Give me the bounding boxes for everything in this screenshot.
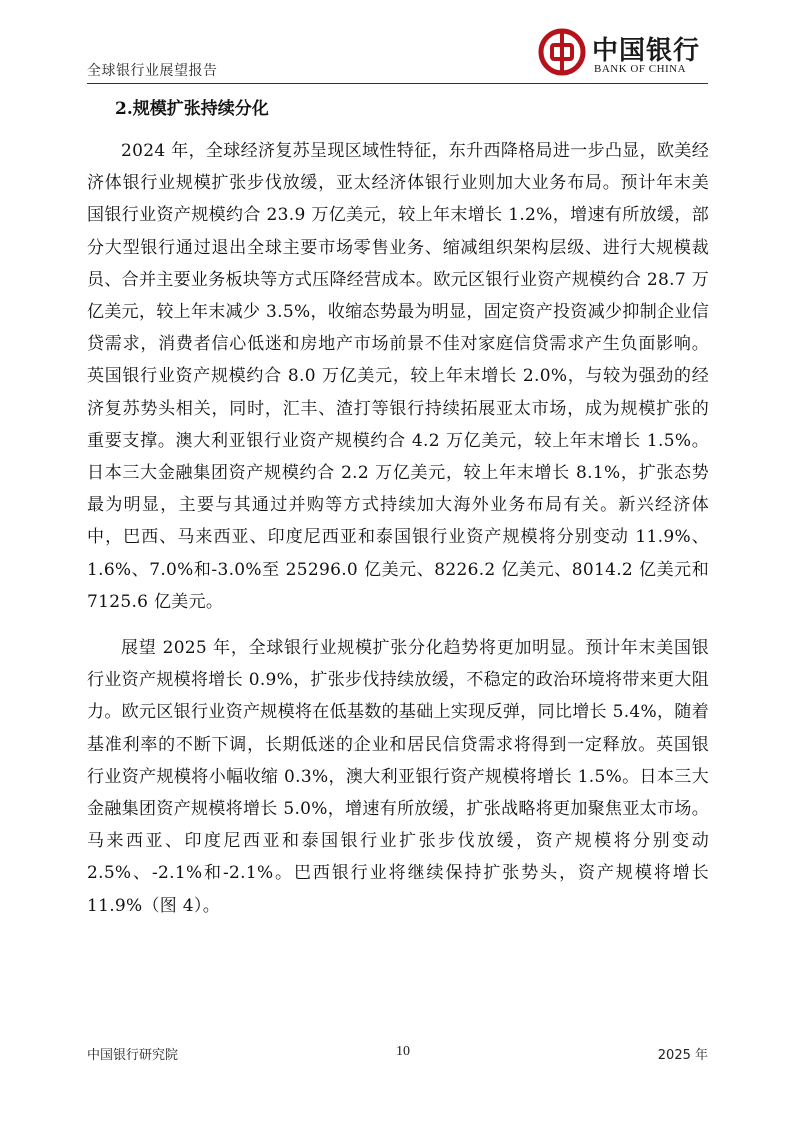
logo-chinese-name: 中国银行 [592,36,701,66]
page-footer [87,1044,708,1064]
footer-organization: 中国银行研究院 [87,1048,179,1063]
logo-english-name: BANK OF CHINA [594,63,687,75]
paragraph-2024-overview: 2024 年，全球经济复苏呈现区域性特征，东升西降格局进一步凸显，欧美经济体银行业规模扩张步伐放缓，亚太经济体银行业则加大业务布局。预计年末美国银行业资产规模约合 23.9 万亿美元，较上年末增长 1.2%，增速有所放缓，部分大型银行通过退出全球主要市场零售业务、缩减组织架构层级、进行大规模裁员、合并主要业务板块等方式压降经营成本。欧元区银行业资产规模约合 28.7 万亿美元，较上年末减少 3.5%，收缩态势最为明显，固定资产投资减少抑制企业信贷需求，消费者信心低迷和房地产市场前景不佳对家庭信贷需求产生负面影响。英国银行业资产规模约合 8.0 万亿美元，较上年末增长 2.0%，与较为强劲的经济复苏势头相关，同时，汇丰、渣打等银行持续拓展亚太市场，成为规模扩张的重要支撑。澳大利亚银行业资产规模约合 4.2 万亿美元，较上年末增长 1.5%。日本三大金融集团资产规模约合 2.2 万亿美元，较上年末增长 8.1%，扩张态势最为明显，主要与其通过并购等方式持续加大海外业务布局有关。新兴经济体中，巴西、马来西亚、印度尼西亚和泰国银行业资产规模将分别变动 11.9%、1.6%、7.0%和-3.0%至 25296.0 亿美元、8226.2 亿美元、8014.2 亿美元和 7125.6 亿美元。 [87,141,709,612]
paragraph-2025-outlook: 展望 2025 年，全球银行业规模扩张分化趋势将更加明显。预计年末美国银行业资产规模将增长 0.9%，扩张步伐持续放缓，不稳定的政治环境将带来更大阻力。欧元区银行业资产规模将在低基数的基础上实现反弹，同比增长 5.4%，随着基准利率的不断下调，长期低迷的企业和居民信贷需求将得到一定释放。英国银行业资产规模将小幅收缩 0.3%，澳大利亚银行资产规模将增长 1.5%。日本三大金融集团资产规模将增长 5.0%，增速有所放缓，扩张战略将更加聚焦亚太市场。马来西亚、印度尼西亚和泰国银行业扩张步伐放缓，资产规模将分别变动 2.5%、-2.1%和-2.1%。巴西银行业将继续保持扩张势头，资产规模将增长 11.9%（图 4）。 [87,638,709,916]
section-heading: 2.规模扩张持续分化 [115,99,269,119]
page-number: 10 [396,1044,410,1059]
bank-of-china-emblem-icon [538,28,586,76]
header-divider [87,83,708,84]
main-content [87,94,709,922]
bank-logo [538,28,708,78]
report-title: 全球银行业展望报告 [87,63,218,79]
footer-year: 2025 年 [657,1048,708,1063]
page-header [87,0,708,84]
